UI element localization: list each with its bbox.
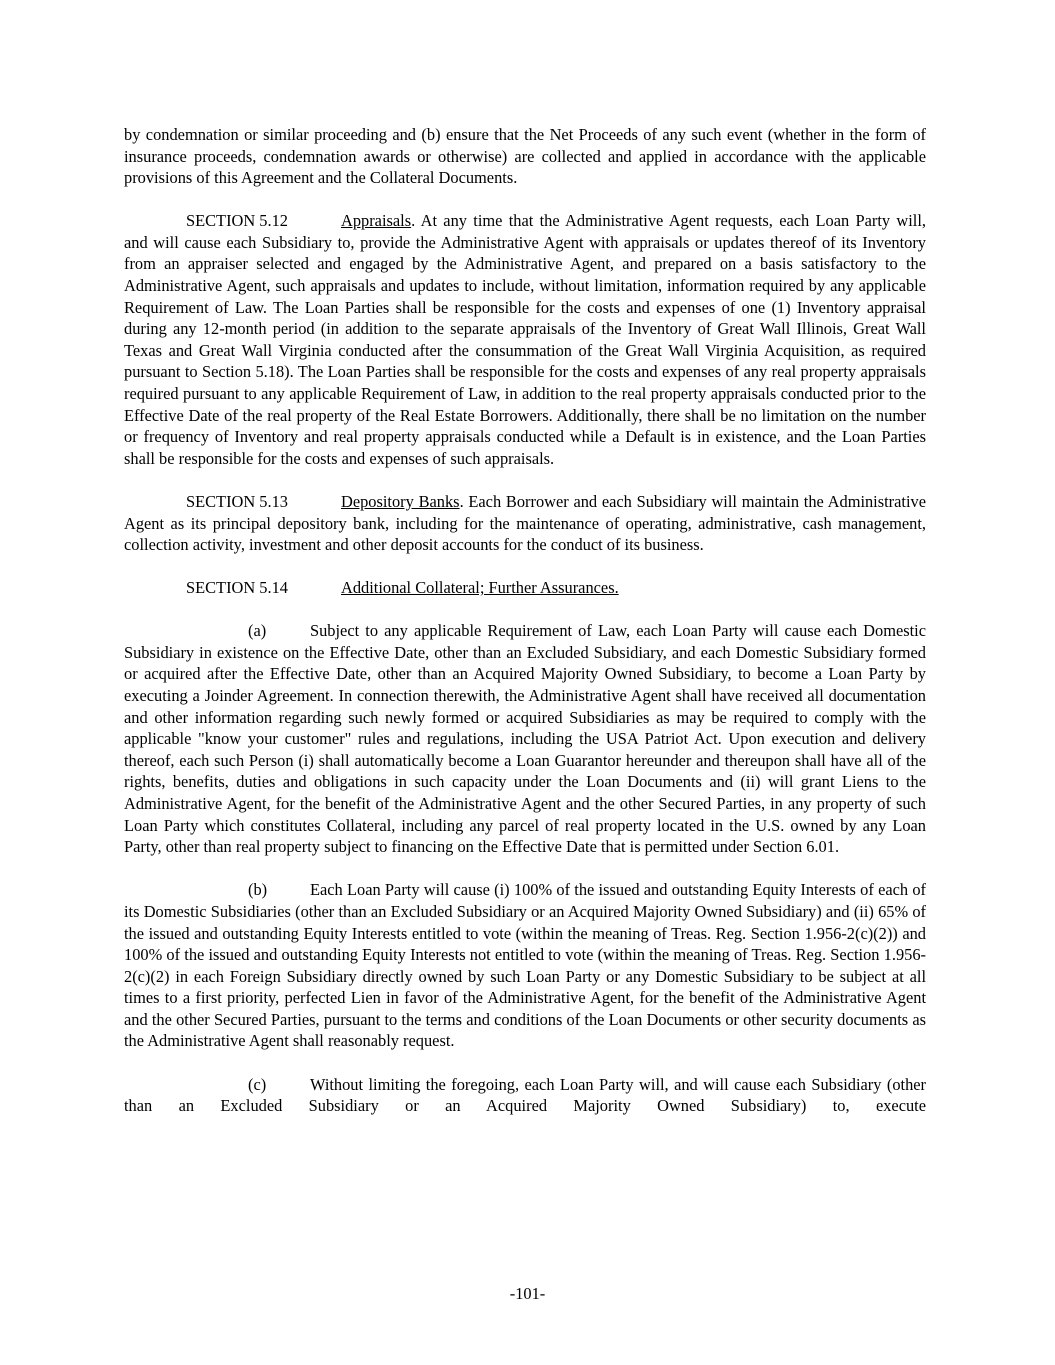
subsection-c [124, 1074, 926, 1117]
section-body: . Each Borrower and each Subsidiary will maintain the Administrative Agent as its principal depository bank, including for the maintenance of operating, administrative, cash management, collection activity, investment and other deposit accounts for the conduct of its business. [124, 491, 926, 555]
section-5-14 [124, 577, 926, 599]
section-number: SECTION 5.13 [186, 491, 288, 511]
paragraph-intro: by condemnation or similar proceeding and (b) ensure that the Net Proceeds of any such event (whether in the form of insurance proceeds, condemnation awards or otherwise) are collected and applied in accordance with the applicable provisions of this Agreement and the Collateral Documents. [124, 125, 926, 188]
subsection-body: Each Loan Party will cause (i) 100% of the issued and outstanding Equity Interests of each of its Domestic Subsidiaries (other than an Excluded Subsidiary or an Acquired Majority Owned Subsidiary) and (ii) 65% of the issued and outstanding Equity Interests entitled to vote (within the meaning of Treas. Reg. Section 1.956-2(c)(2)) and 100% of the issued and outstanding Equity Interests not entitled to vote (within the meaning of Treas. Reg. Section 1.956-2(c)(2) in each Foreign Subsidiary directly owned by such Loan Party or any Domestic Subsidiary to be subject at all times to a first priority, perfected Lien in favor of the Administrative Agent, for the benefit of the Administrative Agent and the other Secured Parties, pursuant to the terms and conditions of the Loan Documents or other security documents as the Administrative Agent shall reasonably request. [124, 880, 926, 1051]
document-page [124, 124, 926, 1138]
subsection-label: (b) [248, 880, 268, 900]
subsection-label: (a) [248, 621, 267, 641]
section-5-12 [124, 210, 926, 469]
section-heading: Appraisals [341, 211, 412, 231]
subsection-body: Without limiting the foregoing, each Loan Party will, and will cause each Subsidiary (other than an Excluded Subsidiary or an Acquired Majority Owned Subsidiary) to, execute [124, 1074, 926, 1116]
section-number: SECTION 5.14 [186, 578, 288, 598]
section-body: . At any time that the Administrative Agent requests, each Loan Party will, and will cause each Subsidiary to, provide the Administrative Agent with appraisals or updates thereof of its Inventory from an appraiser selected and engaged by the Administrative Agent, and prepared on a basis satisfactory to the Administrative Agent, such appraisals and updates to include, without limitation, information required by any applicable Requirement of Law. The Loan Parties shall be responsible for the costs and expenses of one (1) Inventory appraisal during any 12-month period (in addition to the separate appraisals of the Inventory of Great Wall Illinois, Great Wall Texas and Great Wall Virginia conducted after the consummation of the Great Wall Virginia Acquisition, as required pursuant to Section 5.18). The Loan Parties shall be responsible for the costs and expenses of any real property appraisals required pursuant to any applicable Requirement of Law, in addition to the real property appraisals conducted prior to the Effective Date of the real property of the Real Estate Borrowers. Additionally, there shall be no limitation on the number or frequency of Inventory and real property appraisals conducted while a Default is in existence, and the Loan Parties shall be responsible for the costs and expenses of such appraisals. [124, 211, 926, 468]
subsection-a [124, 620, 926, 858]
subsection-label: (c) [248, 1074, 267, 1094]
subsection-b [124, 879, 926, 1052]
section-heading: Additional Collateral; Further Assurances. [341, 578, 619, 598]
section-heading: Depository Banks [341, 491, 460, 511]
page-number: -101- [509, 1284, 546, 1303]
section-5-13 [124, 491, 926, 556]
subsection-body: Subject to any applicable Requirement of Law, each Loan Party will cause each Domestic Subsidiary in existence on the Effective Date, other than an Excluded Subsidiary, and each Domestic Subsidiary formed or acquired after the Effective Date, other than an Acquired Majority Owned Subsidiary, to become a Loan Party by executing a Joinder Agreement. In connection therewith, the Administrative Agent shall have received all documentation and other information regarding such newly formed or acquired Subsidiaries as may be required to comply with the applicable "know your customer" rules and regulations, including the USA Patriot Act. Upon execution and delivery thereof, each such Person (i) shall automatically become a Loan Guarantor hereunder and thereupon shall have all of the rights, benefits, duties and obligations in such capacity under the Loan Documents and (ii) will grant Liens to the Administrative Agent, for the benefit of the Administrative Agent and the other Secured Parties, in any property of such Loan Party which constitutes Collateral, including any parcel of real property located in the U.S. owned by any Loan Party, other than real property subject to financing on the Effective Date that is permitted under Section 6.01. [124, 621, 926, 857]
section-number: SECTION 5.12 [186, 211, 288, 231]
